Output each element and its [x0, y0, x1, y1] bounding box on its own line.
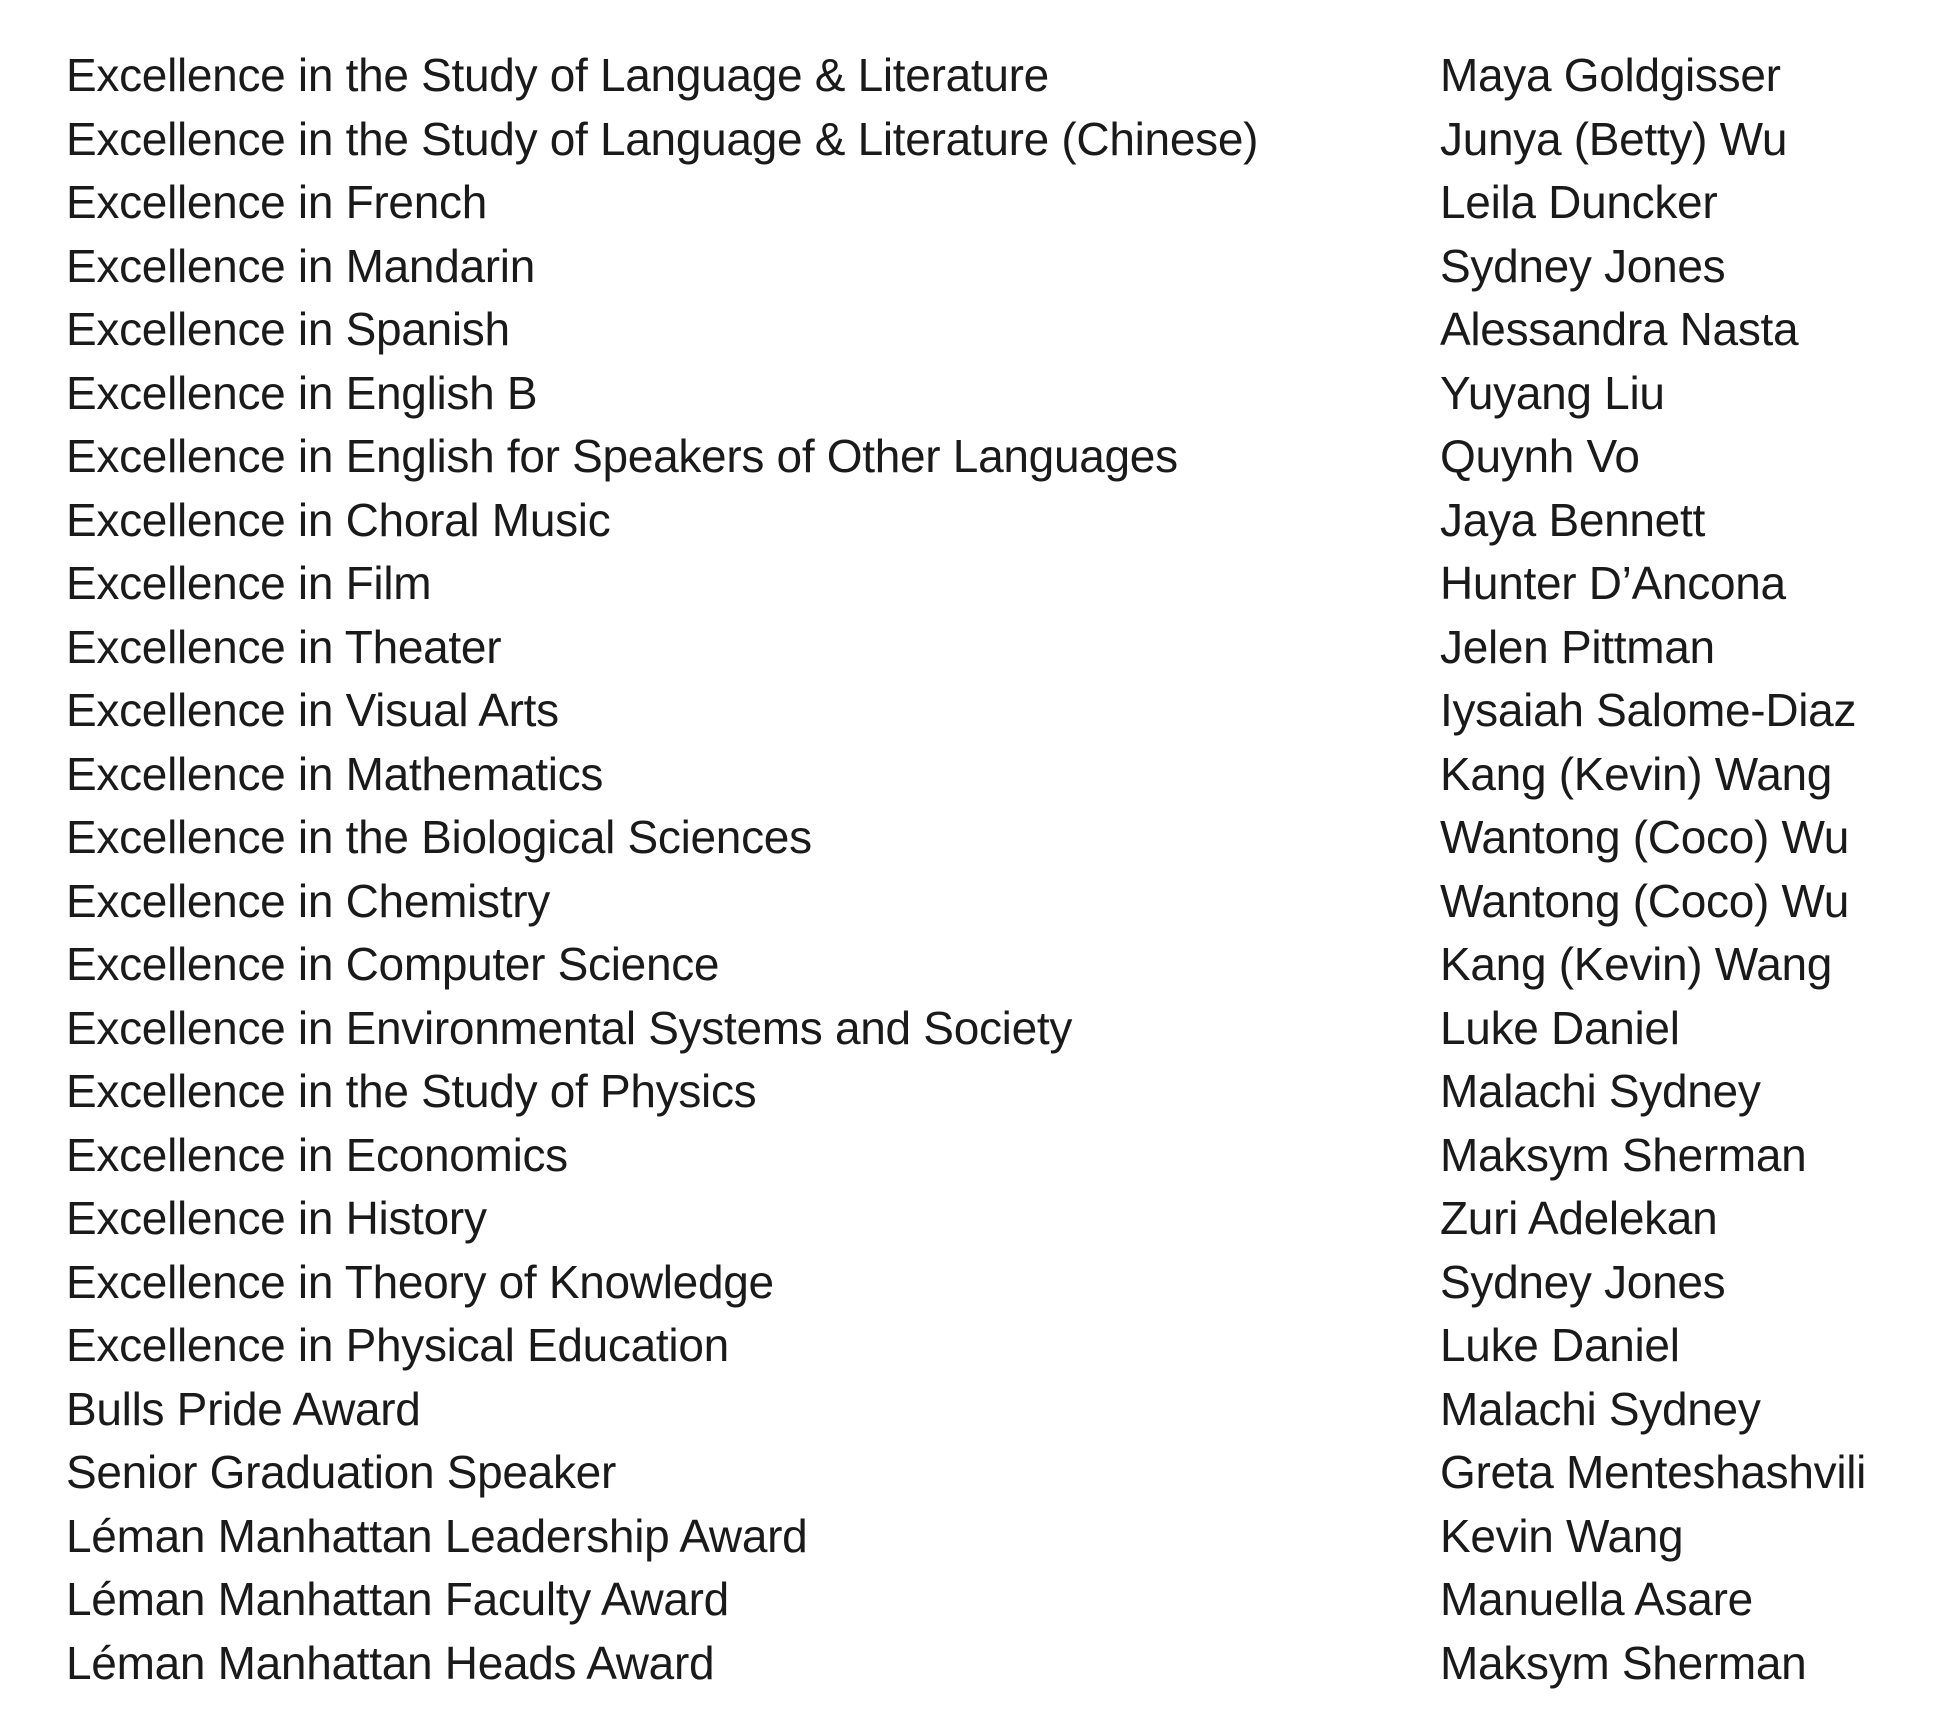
award-row [66, 489, 1936, 553]
recipient-name: Kang (Kevin) Wang [1440, 938, 1833, 990]
award-name: Excellence in the Biological Sciences [66, 811, 812, 863]
award-row [66, 298, 1936, 362]
award-row [66, 743, 1936, 807]
recipient-name: Maksym Sherman [1440, 1128, 1807, 1181]
award-row [66, 1314, 1936, 1378]
recipient-name: Zuri Adelekan [1440, 1192, 1718, 1244]
recipient-name: Malachi Sydney [1440, 1065, 1761, 1117]
recipient-name: Sydney Jones [1440, 239, 1726, 292]
award-row [66, 1505, 1936, 1569]
award-row [66, 1568, 1936, 1632]
award-name: Excellence in Computer Science [66, 938, 720, 990]
award-row [66, 1187, 1936, 1251]
award-row [66, 616, 1936, 680]
recipient-name: Greta Menteshashvili [1440, 1446, 1867, 1498]
award-row [66, 1124, 1936, 1188]
award-name: Excellence in English for Speakers of Other Languages [66, 430, 1178, 482]
award-name: Excellence in French [66, 176, 487, 228]
award-row [66, 108, 1936, 172]
recipient-name: Yuyang Liu [1440, 366, 1665, 419]
recipient-name: Jelen Pittman [1440, 620, 1715, 673]
award-name: Excellence in Chemistry [66, 874, 550, 927]
recipient-name: Wantong (Coco) Wu [1440, 811, 1850, 863]
award-name: Excellence in Physical Education [66, 1319, 729, 1371]
award-row [66, 362, 1936, 426]
award-name: Léman Manhattan Faculty Award [66, 1573, 729, 1625]
award-row [66, 425, 1936, 489]
award-name: Excellence in History [66, 1192, 487, 1244]
award-row [66, 1632, 1936, 1696]
award-name: Excellence in Film [66, 557, 432, 609]
award-name: Excellence in Theory of Knowledge [66, 1255, 774, 1308]
recipient-name: Junya (Betty) Wu [1440, 112, 1788, 165]
award-row [66, 870, 1936, 934]
award-name: Bulls Pride Award [66, 1382, 421, 1435]
recipient-name: Maya Goldgisser [1440, 49, 1781, 101]
award-name: Excellence in the Study of Language & Literature [66, 49, 1049, 101]
award-name: Léman Manhattan Heads Award [66, 1636, 715, 1689]
award-name: Léman Manhattan Leadership Award [66, 1509, 808, 1562]
award-name: Excellence in Economics [66, 1128, 568, 1181]
recipient-name: Malachi Sydney [1440, 1382, 1761, 1435]
award-name: Excellence in the Study of Language & Literature (Chinese) [66, 112, 1259, 165]
award-row [66, 679, 1936, 743]
recipient-name: Alessandra Nasta [1440, 303, 1799, 355]
award-row [66, 1441, 1936, 1505]
recipient-name: Maksym Sherman [1440, 1636, 1807, 1689]
award-row [66, 552, 1936, 616]
recipient-name: Quynh Vo [1440, 430, 1640, 482]
recipient-name: Leila Duncker [1440, 176, 1718, 228]
award-name: Excellence in Spanish [66, 303, 510, 355]
recipient-name: Hunter D’Ancona [1440, 557, 1786, 609]
recipient-name: Kang (Kevin) Wang [1440, 747, 1833, 800]
award-row [66, 171, 1936, 235]
award-name: Excellence in Mandarin [66, 239, 535, 292]
award-name: Senior Graduation Speaker [66, 1446, 616, 1498]
award-name: Excellence in the Study of Physics [66, 1065, 757, 1117]
award-row [66, 997, 1936, 1061]
recipient-name: Wantong (Coco) Wu [1440, 874, 1850, 927]
award-name: Excellence in Choral Music [66, 493, 611, 546]
award-row [66, 933, 1936, 997]
recipient-name: Luke Daniel [1440, 1319, 1680, 1371]
award-name: Excellence in Visual Arts [66, 684, 559, 736]
recipient-name: Sydney Jones [1440, 1255, 1726, 1308]
award-name: Excellence in Environmental Systems and Society [66, 1001, 1073, 1054]
award-row [66, 1060, 1936, 1124]
award-row [66, 235, 1936, 299]
award-row [66, 806, 1936, 870]
recipient-name: Jaya Bennett [1440, 493, 1705, 546]
award-name: Excellence in Theater [66, 620, 502, 673]
recipient-name: Luke Daniel [1440, 1001, 1680, 1054]
awards-list [66, 44, 1936, 1695]
award-row [66, 1251, 1936, 1315]
recipient-name: Kevin Wang [1440, 1509, 1684, 1562]
award-row [66, 1378, 1936, 1442]
award-name: Excellence in English B [66, 366, 538, 419]
award-row [66, 44, 1936, 108]
award-name: Excellence in Mathematics [66, 747, 604, 800]
recipient-name: Iysaiah Salome-Diaz [1440, 684, 1857, 736]
recipient-name: Manuella Asare [1440, 1573, 1753, 1625]
